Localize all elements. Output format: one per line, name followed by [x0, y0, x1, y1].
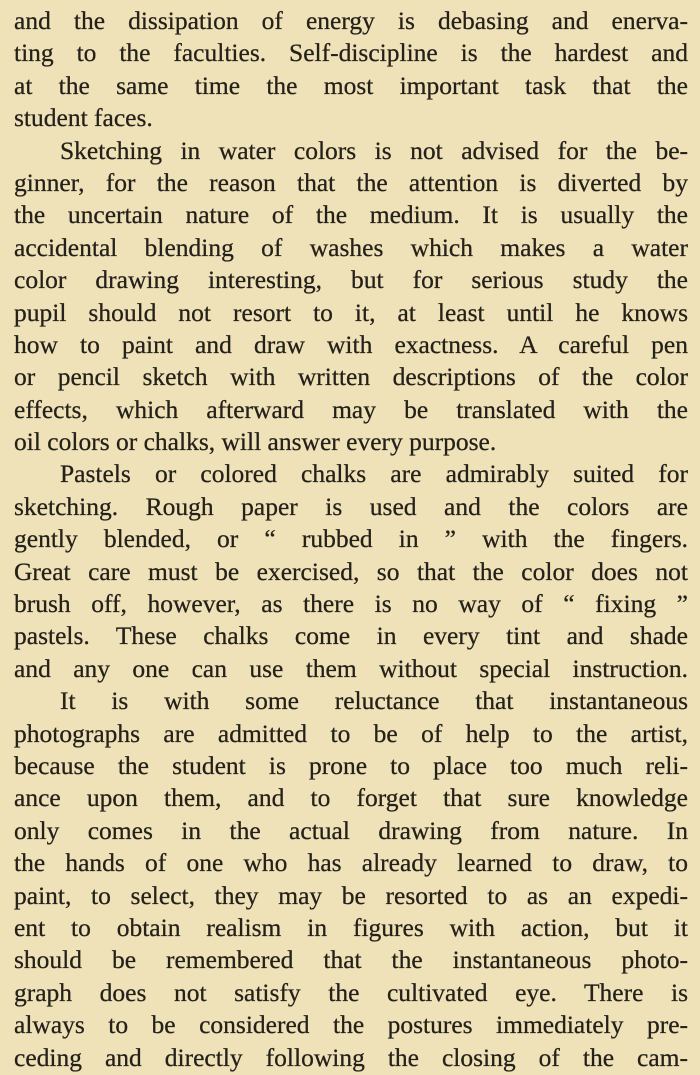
text-line: sketching. Rough paper is used and the colors are	[14, 491, 688, 521]
text-line: oil colors or chalks, will answer every purpose.	[14, 427, 497, 457]
text-line: brush off, however, as there is no way of “ fixing ”	[14, 589, 688, 619]
text-line: or pencil sketch with written descriptions of the color	[14, 362, 688, 392]
text-line: the uncertain nature of the medium. It is usually the	[14, 200, 688, 230]
text-line: graph does not satisfy the cultivated eye. There is	[14, 977, 688, 1007]
text-line: always to be considered the postures immediately pre-	[14, 1010, 688, 1040]
text-line: pupil should not resort to it, at least until he knows	[14, 297, 688, 327]
text-line: the hands of one who has already learned to draw, to	[14, 848, 688, 878]
text-line: and the dissipation of energy is debasing and enerva-	[14, 6, 688, 35]
text-line: color drawing interesting, but for serious study the	[14, 265, 688, 295]
text-line: gently blended, or “ rubbed in ” with the fingers.	[14, 524, 688, 554]
paragraph-start-line: Sketching in water colors is not advised for the be-	[60, 135, 688, 165]
text-line: should be remembered that the instantaneous photo-	[14, 945, 688, 975]
text-line: because the student is prone to place too much reli-	[14, 750, 688, 780]
text-line: and any one can use them without special instruction.	[14, 653, 688, 683]
text-line: photographs are admitted to be of help to the artist,	[14, 718, 688, 748]
text-line: ginner, for the reason that the attention is diverted by	[14, 167, 688, 197]
text-line: effects, which afterward may be translated with the	[14, 394, 688, 424]
text-line: ent to obtain realism in figures with action, but it	[14, 912, 688, 942]
paragraph-start-line: It is with some reluctance that instantaneous	[60, 686, 688, 716]
paragraph-start-line: Pastels or colored chalks are admirably suited for	[60, 459, 688, 489]
text-line: paint, to select, they may be resorted to as an expedi-	[14, 880, 688, 910]
text-line: how to paint and draw with exactness. A careful pen	[14, 329, 688, 359]
text-line: accidental blending of washes which makes a water	[14, 232, 688, 262]
text-line: at the same time the most important task that the	[14, 70, 688, 100]
text-line: Great care must be exercised, so that the color does not	[14, 556, 688, 586]
text-line: student faces.	[14, 103, 153, 133]
text-line: only comes in the actual drawing from nature. In	[14, 815, 688, 845]
text-line: ceding and directly following the closing of the cam-	[14, 1042, 688, 1072]
text-line: pastels. These chalks come in every tint and shade	[14, 621, 688, 651]
text-line: ance upon them, and to forget that sure knowledge	[14, 783, 688, 813]
text-line: ting to the faculties. Self-discipline is the hardest and	[14, 38, 688, 68]
